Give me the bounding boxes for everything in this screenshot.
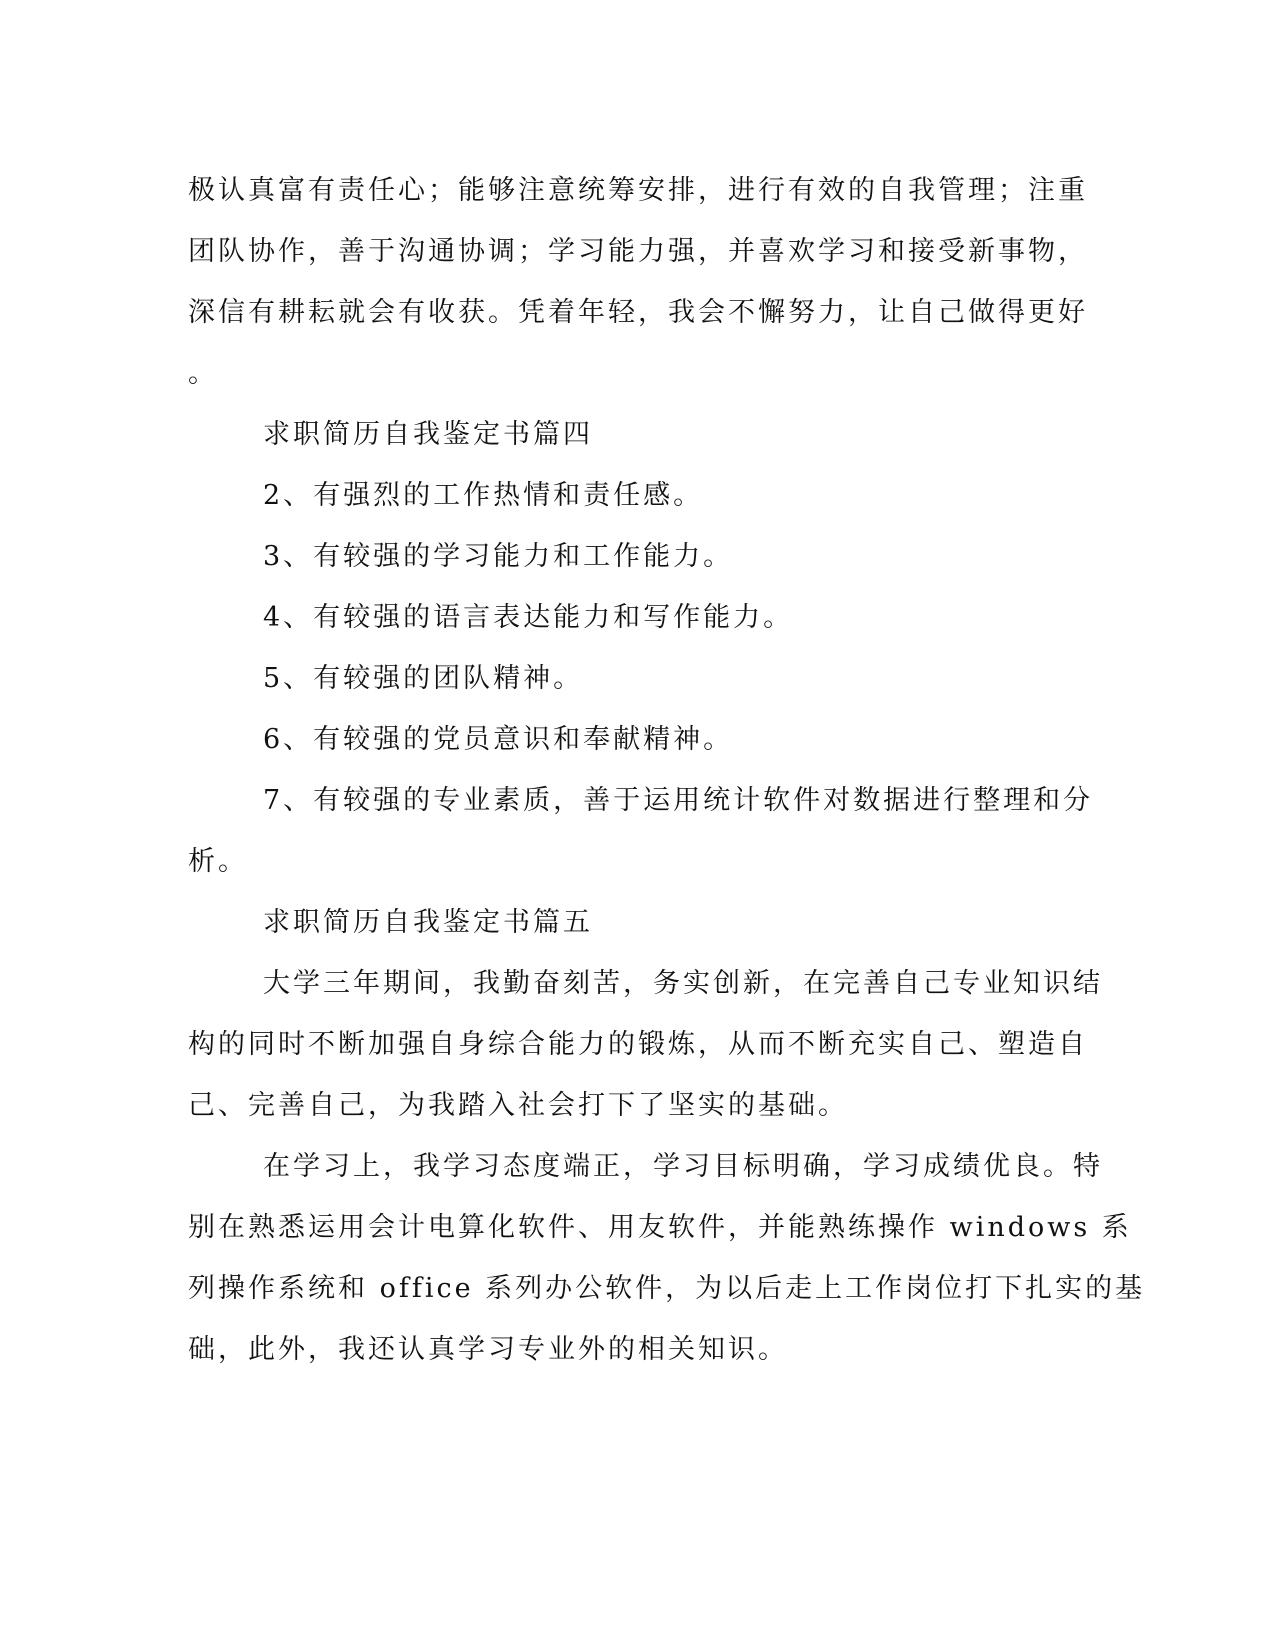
paragraph-line: 深信有耕耘就会有收获。凭着年轻，我会不懈努力，让自己做得更好 (188, 297, 1088, 328)
document-body (188, 160, 1146, 1380)
paragraph-line: 。 (188, 358, 218, 389)
paragraph-line: 大学三年期间，我勤奋刻苦，务实创新，在完善自己专业知识结 (263, 968, 1103, 999)
paragraph-line: 础，此外，我还认真学习专业外的相关知识。 (188, 1334, 788, 1365)
list-item: 6、有较强的党员意识和奉献精神。 (263, 724, 734, 755)
list-item: 7、有较强的专业素质，善于运用统计软件对数据进行整理和分 (263, 785, 1094, 816)
paragraph-line: 构的同时不断加强自身综合能力的锻炼，从而不断充实自己、塑造自 (188, 1029, 1088, 1060)
section-heading: 求职简历自我鉴定书篇五 (263, 907, 593, 938)
list-item: 4、有较强的语言表达能力和写作能力。 (263, 602, 794, 633)
paragraph-line: 己、完善自己，为我踏入社会打下了坚实的基础。 (188, 1090, 848, 1121)
section-heading: 求职简历自我鉴定书篇四 (263, 419, 593, 450)
paragraph-line: 团队协作，善于沟通协调；学习能力强，并喜欢学习和接受新事物， (188, 236, 1088, 267)
paragraph-line: 列操作系统和 office 系列办公软件，为以后走上工作岗位打下扎实的基 (188, 1273, 1146, 1304)
list-item: 3、有较强的学习能力和工作能力。 (263, 541, 734, 572)
paragraph-line: 别在熟悉运用会计电算化软件、用友软件，并能熟练操作 windows 系 (188, 1212, 1132, 1243)
list-item: 5、有较强的团队精神。 (263, 663, 584, 694)
paragraph-line: 极认真富有责任心；能够注意统筹安排，进行有效的自我管理；注重 (188, 175, 1088, 206)
paragraph-line: 在学习上，我学习态度端正，学习目标明确，学习成绩优良。特 (263, 1151, 1103, 1182)
paragraph-line: 析。 (188, 846, 248, 877)
list-item: 2、有强烈的工作热情和责任感。 (263, 480, 704, 511)
